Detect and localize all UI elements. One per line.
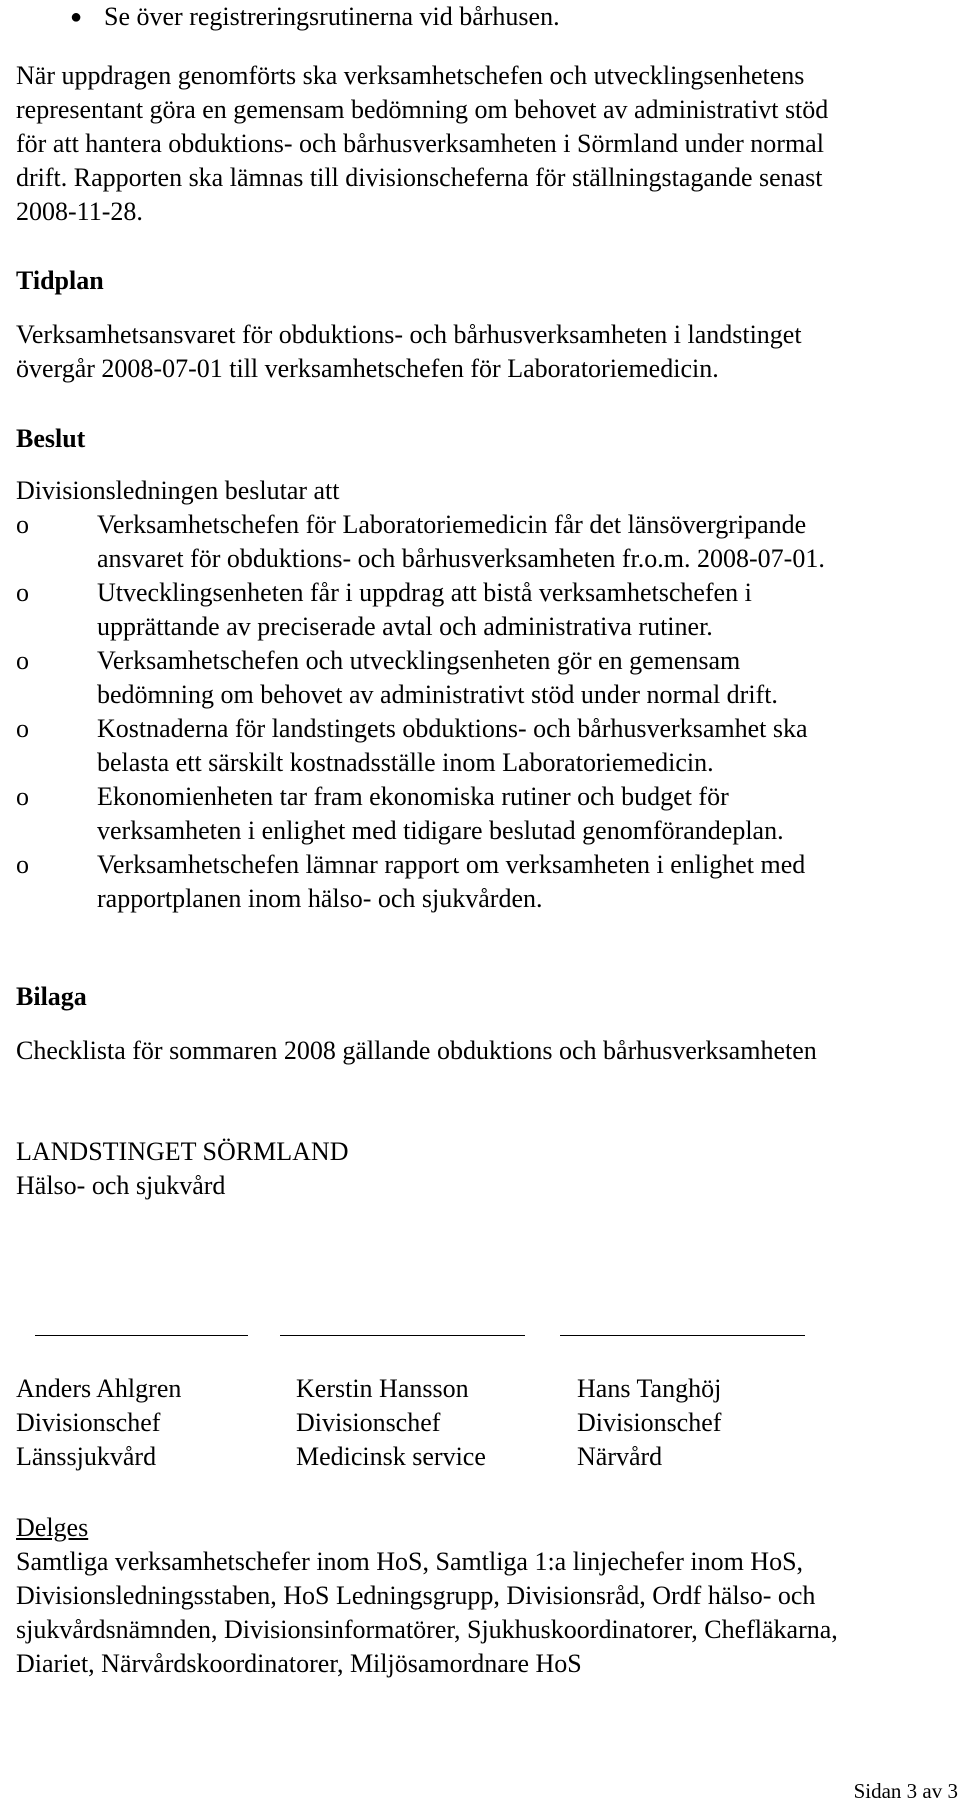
signatory-title: Divisionschef bbox=[296, 1408, 441, 1437]
list-item-line: belasta ett särskilt kostnadsställe inom Laboratoriemedicin. bbox=[97, 748, 714, 777]
list-item-line: ansvaret för obduktions- och bårhusverksamheten fr.o.m. 2008-07-01. bbox=[97, 544, 825, 573]
list-item-line: Verksamhetschefen för Laboratoriemedicin får det länsövergripande bbox=[97, 510, 807, 539]
tidplan-paragraph bbox=[16, 318, 956, 386]
tidplan-line: Verksamhetsansvaret för obduktions- och bårhusverksamheten i landstinget bbox=[16, 320, 802, 349]
signature-line bbox=[35, 1335, 248, 1336]
beslut-list bbox=[0, 508, 960, 913]
delges-line: Samtliga verksamhetschefer inom HoS, Samtliga 1:a linjechefer inom HoS, bbox=[16, 1547, 804, 1576]
list-bullet-icon: o bbox=[16, 646, 29, 675]
signatory-title: Divisionschef bbox=[577, 1408, 722, 1437]
tidplan-heading: Tidplan bbox=[16, 266, 104, 295]
list-item bbox=[0, 644, 960, 712]
intro-line: 2008-11-28. bbox=[16, 197, 143, 226]
bullet-dot-icon: ● bbox=[70, 6, 83, 28]
list-bullet-icon: o bbox=[16, 510, 29, 539]
list-item-line: rapportplanen inom hälso- och sjukvården. bbox=[97, 884, 543, 913]
signatory-division: Närvård bbox=[577, 1442, 663, 1471]
signatory-name: Hans Tanghöj bbox=[577, 1374, 722, 1403]
signatory bbox=[577, 1372, 721, 1474]
top-bullet-text: Se över registreringsrutinerna vid bårhusen. bbox=[104, 2, 560, 31]
list-item bbox=[0, 712, 960, 780]
list-item bbox=[0, 508, 960, 576]
list-item-line: Kostnaderna för landstingets obduktions- och bårhusverksamhet ska bbox=[97, 714, 808, 743]
tidplan-line: övergår 2008-07-01 till verksamhetschefen för Laboratoriemedicin. bbox=[16, 354, 719, 383]
list-item-line: Ekonomienheten tar fram ekonomiska rutiner och budget för bbox=[97, 782, 729, 811]
delges-heading: Delges bbox=[16, 1513, 89, 1542]
list-bullet-icon: o bbox=[16, 714, 29, 743]
intro-line: När uppdragen genomförts ska verksamhetschefen och utvecklingsenhetens bbox=[16, 61, 805, 90]
page-number: Sidan 3 av 3 bbox=[853, 1779, 958, 1803]
list-item-line: Utvecklingsenheten får i uppdrag att bistå verksamhetschefen i bbox=[97, 578, 752, 607]
intro-line: för att hantera obduktions- och bårhusverksamheten i Sörmland under normal bbox=[16, 129, 824, 158]
delges-line: Divisionsledningsstaben, HoS Ledningsgrupp, Divisionsråd, Ordf hälso- och bbox=[16, 1581, 816, 1610]
delges-line: Diariet, Närvårdskoordinatorer, Miljösamordnare HoS bbox=[16, 1649, 582, 1678]
list-item bbox=[0, 576, 960, 644]
signatory-division: Länssjukvård bbox=[16, 1442, 157, 1471]
signatory-title: Divisionschef bbox=[16, 1408, 161, 1437]
bilaga-text: Checklista för sommaren 2008 gällande obduktions och bårhusverksamheten bbox=[16, 1036, 817, 1065]
intro-paragraph bbox=[16, 59, 956, 229]
delges-line: sjukvårdsnämnden, Divisionsinformatörer, Sjukhuskoordinatorer, Chefläkarna, bbox=[16, 1615, 838, 1644]
org-department: Hälso- och sjukvård bbox=[16, 1171, 226, 1200]
list-item-line: Verksamhetschefen lämnar rapport om verksamheten i enlighet med bbox=[97, 850, 806, 879]
list-item bbox=[0, 780, 960, 848]
list-bullet-icon: o bbox=[16, 578, 29, 607]
org-name: LANDSTINGET SÖRMLAND bbox=[16, 1137, 349, 1166]
list-item-line: verksamheten i enlighet med tidigare beslutad genomförandeplan. bbox=[97, 816, 784, 845]
beslut-intro: Divisionsledningen beslutar att bbox=[16, 476, 340, 505]
list-item-line: upprättande av preciserade avtal och administrativa rutiner. bbox=[97, 612, 713, 641]
signature-line bbox=[560, 1335, 805, 1336]
beslut-heading: Beslut bbox=[16, 424, 86, 453]
signature-line bbox=[280, 1335, 525, 1336]
signatory-division: Medicinsk service bbox=[296, 1442, 486, 1471]
signatory-name: Kerstin Hansson bbox=[296, 1374, 469, 1403]
list-bullet-icon: o bbox=[16, 782, 29, 811]
list-bullet-icon: o bbox=[16, 850, 29, 879]
signatory bbox=[16, 1372, 181, 1474]
intro-line: representant göra en gemensam bedömning om behovet av administrativt stöd bbox=[16, 95, 829, 124]
signatory bbox=[296, 1372, 486, 1474]
bilaga-heading: Bilaga bbox=[16, 982, 87, 1011]
list-item-line: Verksamhetschefen och utvecklingsenheten gör en gemensam bbox=[97, 646, 741, 675]
list-item-line: bedömning om behovet av administrativt stöd under normal drift. bbox=[97, 680, 778, 709]
signatory-name: Anders Ahlgren bbox=[16, 1374, 182, 1403]
org-block bbox=[16, 1135, 956, 1203]
delges-paragraph bbox=[16, 1545, 956, 1681]
list-item bbox=[0, 848, 960, 916]
intro-line: drift. Rapporten ska lämnas till divisionscheferna för ställningstagande senast bbox=[16, 163, 823, 192]
